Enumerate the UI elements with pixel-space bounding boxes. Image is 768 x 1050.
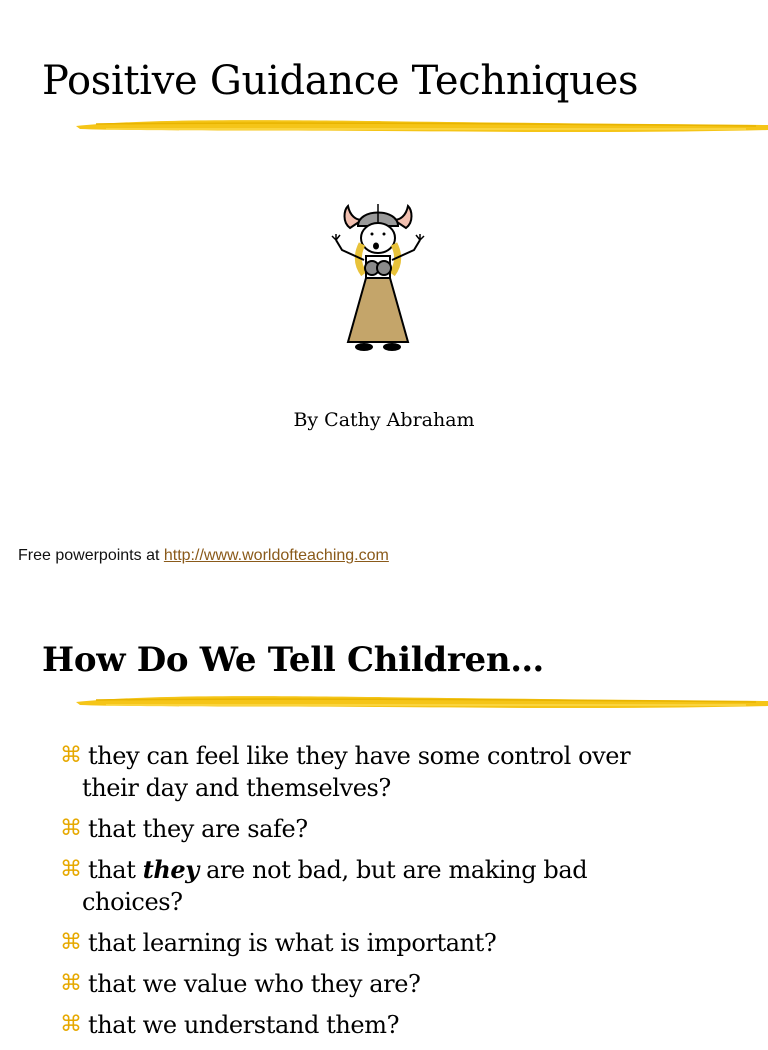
footer-text: Free powerpoints at bbox=[18, 547, 164, 564]
command-symbol-icon: ⌘ bbox=[60, 930, 82, 955]
bullet-text: that bbox=[88, 856, 143, 884]
list-item bbox=[60, 968, 760, 1000]
bullet-text: that learning is what is important? bbox=[88, 929, 497, 957]
footer-link[interactable]: http://www.worldofteaching.com bbox=[163, 547, 389, 564]
bullet-text-continued: choices? bbox=[82, 888, 183, 916]
content-slide bbox=[0, 600, 768, 1039]
slide-title: How Do We Tell Children… bbox=[42, 640, 544, 680]
bullet-text-continued: their day and themselves? bbox=[82, 774, 391, 802]
emphasized-word: they bbox=[142, 855, 199, 884]
bullet-text: that we understand them? bbox=[88, 1011, 400, 1039]
list-item bbox=[60, 927, 760, 959]
command-symbol-icon: ⌘ bbox=[60, 816, 82, 841]
list-item bbox=[60, 740, 760, 804]
bullet-list bbox=[60, 740, 760, 1050]
command-symbol-icon: ⌘ bbox=[60, 971, 82, 996]
author-byline: By Cathy Abraham bbox=[293, 409, 475, 431]
command-symbol-icon: ⌘ bbox=[60, 1012, 82, 1037]
list-item bbox=[60, 854, 760, 918]
list-item bbox=[60, 1009, 760, 1041]
bullet-text: they can feel like they have some control over bbox=[88, 742, 631, 770]
highlighter-rule bbox=[76, 114, 768, 138]
footer-note bbox=[18, 547, 389, 565]
bullet-text: that they are safe? bbox=[88, 815, 308, 843]
highlighter-rule bbox=[76, 690, 768, 714]
viking-girl-clipart bbox=[328, 196, 428, 354]
bullet-text: are not bad, but are making bad bbox=[198, 856, 588, 884]
bullet-text: that we value who they are? bbox=[88, 970, 421, 998]
list-item bbox=[60, 813, 760, 845]
command-symbol-icon: ⌘ bbox=[60, 743, 82, 768]
slide-title: Positive Guidance Techniques bbox=[42, 58, 639, 104]
command-symbol-icon: ⌘ bbox=[60, 857, 82, 882]
